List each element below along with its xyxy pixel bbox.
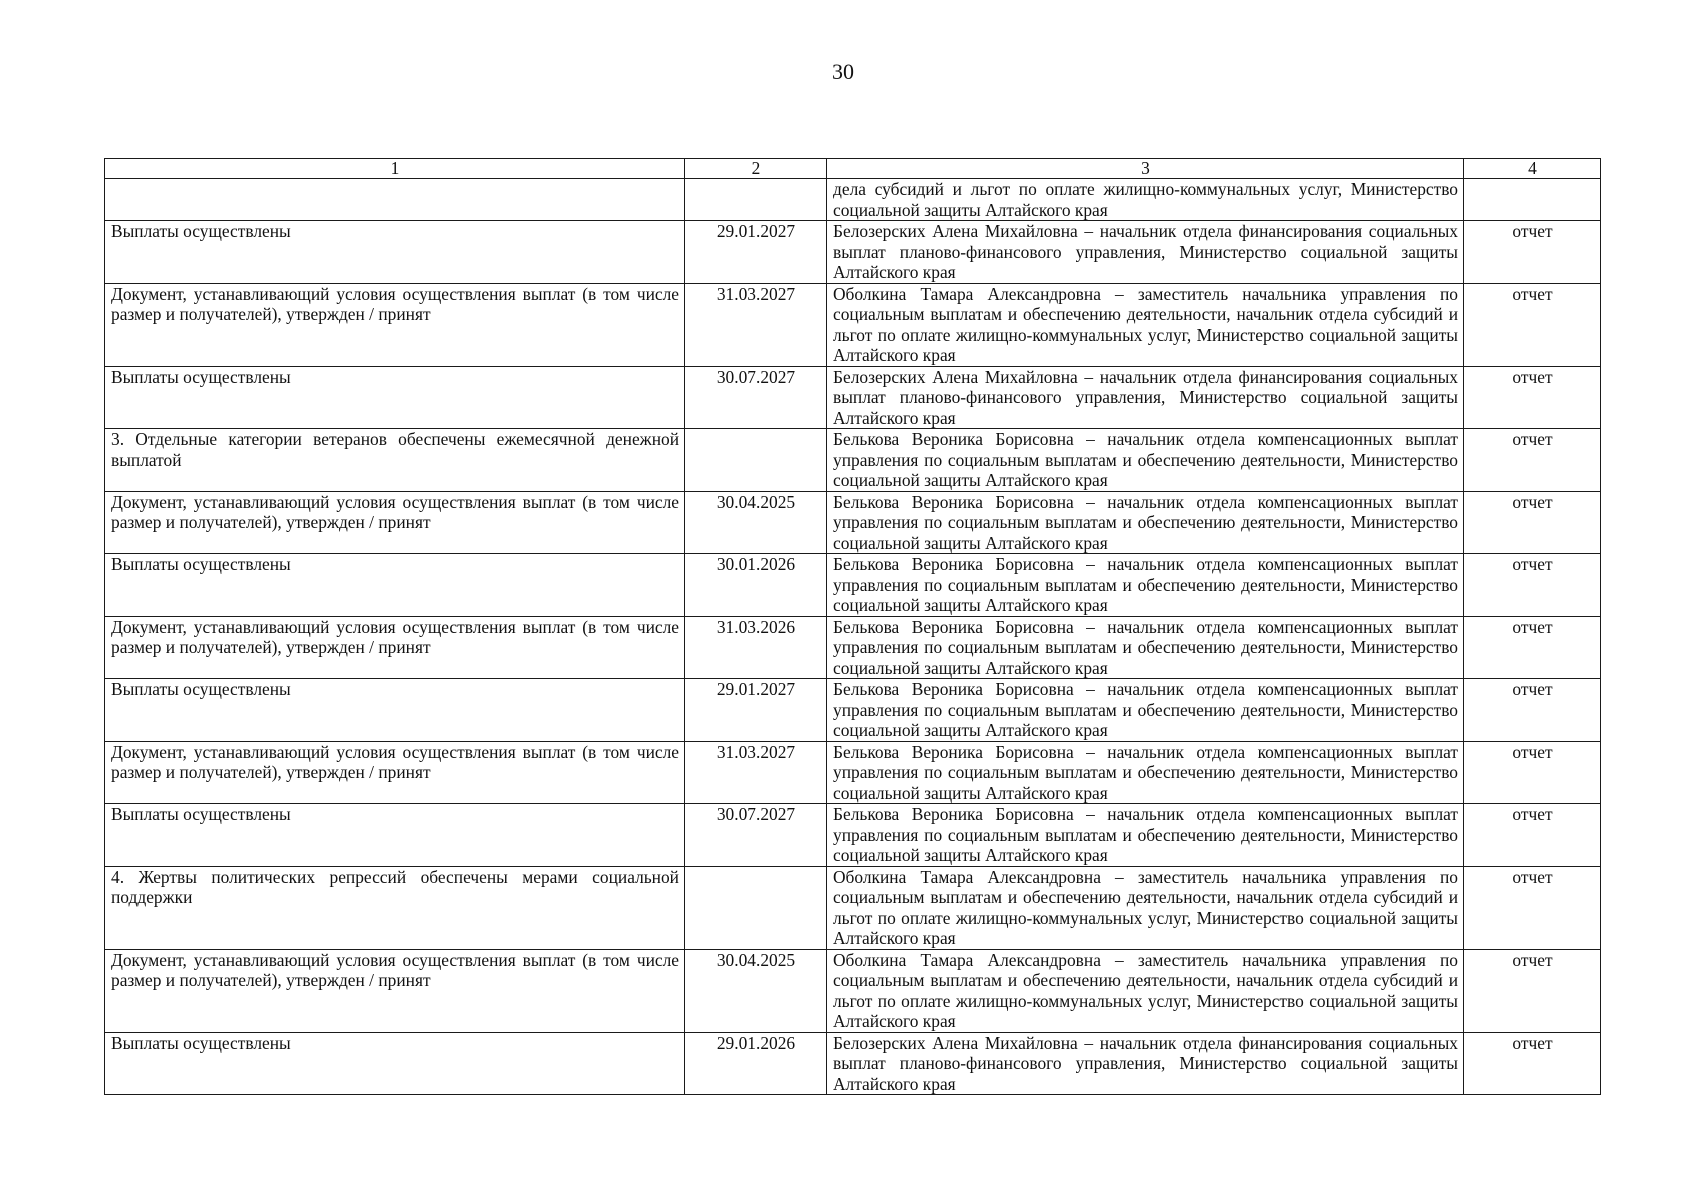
event-cell: Выплаты осуществлены — [105, 554, 685, 617]
responsible-cell: Белькова Вероника Борисовна – начальник отдела компенсационных выплат управления по социальным выплатам и обеспечению деятельности, Министерство социальной защиты Алтайского края — [827, 554, 1464, 617]
date-cell: 31.03.2027 — [685, 741, 827, 804]
table-row — [105, 1032, 1601, 1095]
date-cell: 30.01.2026 — [685, 554, 827, 617]
date-cell — [685, 179, 827, 221]
event-cell: 4. Жертвы политических репрессий обеспечены мерами социальной поддержки — [105, 866, 685, 949]
table-row — [105, 679, 1601, 742]
page-number: 30 — [832, 59, 854, 84]
date-cell: 30.04.2025 — [685, 491, 827, 554]
table-row — [105, 283, 1601, 366]
control-type-cell: отчет — [1464, 616, 1601, 679]
control-type-cell: отчет — [1464, 741, 1601, 804]
date-cell — [685, 429, 827, 492]
event-cell: Документ, устанавливающий условия осуществления выплат (в том числе размер и получателей), утвержден / принят — [105, 283, 685, 366]
control-type-cell: отчет — [1464, 1032, 1601, 1095]
date-cell: 29.01.2027 — [685, 679, 827, 742]
date-cell: 29.01.2026 — [685, 1032, 827, 1095]
date-cell: 30.07.2027 — [685, 366, 827, 429]
control-type-cell: отчет — [1464, 429, 1601, 492]
event-cell: Выплаты осуществлены — [105, 679, 685, 742]
responsible-cell: Белозерских Алена Михайловна – начальник отдела финансирования социальных выплат планово-финансового управления, Министерство социальной защиты Алтайского края — [827, 221, 1464, 284]
control-type-cell: отчет — [1464, 866, 1601, 949]
date-cell — [685, 866, 827, 949]
column-number-1: 1 — [105, 159, 685, 179]
event-cell: Документ, устанавливающий условия осуществления выплат (в том числе размер и получателей), утвержден / принят — [105, 491, 685, 554]
event-cell: Выплаты осуществлены — [105, 1032, 685, 1095]
control-type-cell — [1464, 179, 1601, 221]
event-cell: Документ, устанавливающий условия осуществления выплат (в том числе размер и получателей), утвержден / принят — [105, 949, 685, 1032]
control-type-cell: отчет — [1464, 366, 1601, 429]
table-row — [105, 366, 1601, 429]
responsible-cell: дела субсидий и льгот по оплате жилищно-коммунальных услуг, Министерство социальной защиты Алтайского края — [827, 179, 1464, 221]
date-cell: 30.07.2027 — [685, 804, 827, 867]
event-cell — [105, 179, 685, 221]
table-body — [105, 179, 1601, 1095]
date-cell: 31.03.2027 — [685, 283, 827, 366]
responsible-cell: Белькова Вероника Борисовна – начальник отдела компенсационных выплат управления по социальным выплатам и обеспечению деятельности, Министерство социальной защиты Алтайского края — [827, 679, 1464, 742]
column-number-4: 4 — [1464, 159, 1601, 179]
responsible-cell: Белькова Вероника Борисовна – начальник отдела компенсационных выплат управления по социальным выплатам и обеспечению деятельности, Министерство социальной защиты Алтайского края — [827, 491, 1464, 554]
plan-table — [104, 158, 1601, 1095]
table-row — [105, 804, 1601, 867]
responsible-cell: Белькова Вероника Борисовна – начальник отдела компенсационных выплат управления по социальным выплатам и обеспечению деятельности, Министерство социальной защиты Алтайского края — [827, 616, 1464, 679]
table-row — [105, 179, 1601, 221]
column-number-3: 3 — [827, 159, 1464, 179]
column-number-2: 2 — [685, 159, 827, 179]
date-cell: 30.04.2025 — [685, 949, 827, 1032]
table-row — [105, 949, 1601, 1032]
responsible-cell: Белькова Вероника Борисовна – начальник отдела компенсационных выплат управления по социальным выплатам и обеспечению деятельности, Министерство социальной защиты Алтайского края — [827, 804, 1464, 867]
event-cell: 3. Отдельные категории ветеранов обеспечены ежемесячной денежной выплатой — [105, 429, 685, 492]
control-type-cell: отчет — [1464, 949, 1601, 1032]
table-row — [105, 429, 1601, 492]
table-row — [105, 221, 1601, 284]
responsible-cell: Белозерских Алена Михайловна – начальник отдела финансирования социальных выплат планово-финансового управления, Министерство социальной защиты Алтайского края — [827, 366, 1464, 429]
responsible-cell: Оболкина Тамара Александровна – заместитель начальника управления по социальным выплатам и обеспечению деятельности, начальник отдела субсидий и льгот по оплате жилищно-коммунальных услуг, Министерство социальной защиты Алтайского края — [827, 949, 1464, 1032]
control-type-cell: отчет — [1464, 283, 1601, 366]
event-cell: Выплаты осуществлены — [105, 366, 685, 429]
event-cell: Выплаты осуществлены — [105, 804, 685, 867]
responsible-cell: Белькова Вероника Борисовна – начальник отдела компенсационных выплат управления по социальным выплатам и обеспечению деятельности, Министерство социальной защиты Алтайского края — [827, 741, 1464, 804]
event-cell: Документ, устанавливающий условия осуществления выплат (в том числе размер и получателей), утвержден / принят — [105, 741, 685, 804]
control-type-cell: отчет — [1464, 679, 1601, 742]
table-row — [105, 741, 1601, 804]
table-row — [105, 554, 1601, 617]
table-row — [105, 866, 1601, 949]
date-cell: 29.01.2027 — [685, 221, 827, 284]
table-row — [105, 491, 1601, 554]
responsible-cell: Белозерских Алена Михайловна – начальник отдела финансирования социальных выплат планово-финансового управления, Министерство социальной защиты Алтайского края — [827, 1032, 1464, 1095]
responsible-cell: Оболкина Тамара Александровна – заместитель начальника управления по социальным выплатам и обеспечению деятельности, начальник отдела субсидий и льгот по оплате жилищно-коммунальных услуг, Министерство социальной защиты Алтайского края — [827, 866, 1464, 949]
responsible-cell: Белькова Вероника Борисовна – начальник отдела компенсационных выплат управления по социальным выплатам и обеспечению деятельности, Министерство социальной защиты Алтайского края — [827, 429, 1464, 492]
column-number-row — [105, 159, 1601, 179]
control-type-cell: отчет — [1464, 221, 1601, 284]
event-cell: Документ, устанавливающий условия осуществления выплат (в том числе размер и получателей), утвержден / принят — [105, 616, 685, 679]
table-row — [105, 616, 1601, 679]
responsible-cell: Оболкина Тамара Александровна – заместитель начальника управления по социальным выплатам и обеспечению деятельности, начальник отдела субсидий и льгот по оплате жилищно-коммунальных услуг, Министерство социальной защиты Алтайского края — [827, 283, 1464, 366]
event-cell: Выплаты осуществлены — [105, 221, 685, 284]
control-type-cell: отчет — [1464, 491, 1601, 554]
date-cell: 31.03.2026 — [685, 616, 827, 679]
control-type-cell: отчет — [1464, 804, 1601, 867]
control-type-cell: отчет — [1464, 554, 1601, 617]
